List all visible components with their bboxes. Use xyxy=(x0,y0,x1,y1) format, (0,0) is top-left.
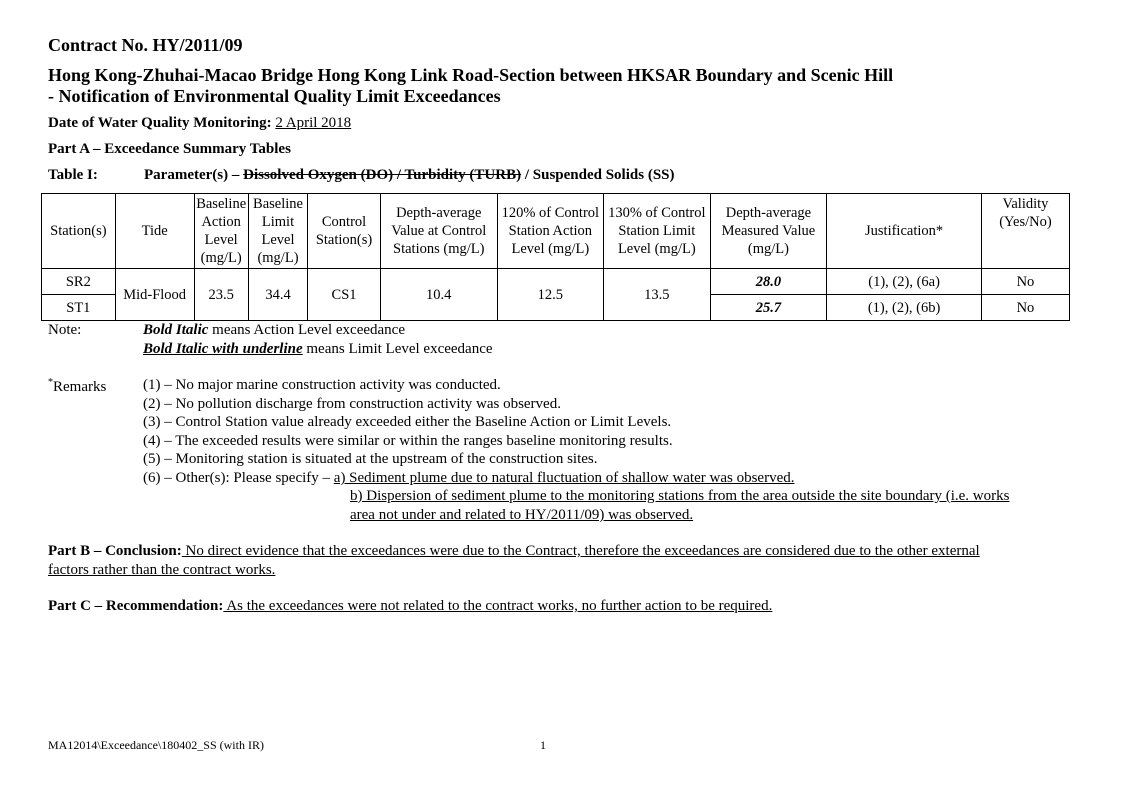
header-measured: Depth-average Measured Value (mg/L) xyxy=(710,194,827,269)
note-em-1: Bold Italic xyxy=(143,322,209,338)
remark-6-prefix: (6) – Other(s): Please specify – xyxy=(143,470,331,486)
note-label: Note: xyxy=(48,322,82,338)
validity-cell: No xyxy=(981,295,1069,321)
station-cell: SR2 xyxy=(42,269,116,295)
table-header-row xyxy=(42,194,1070,269)
note-line-2 xyxy=(143,341,493,358)
part-c-label: Part C – Recommendation: xyxy=(48,598,224,614)
monitoring-date xyxy=(48,115,351,132)
tide-cell: Mid-Flood xyxy=(115,269,194,321)
control-station-cell: CS1 xyxy=(308,269,381,321)
remark-item: (5) – Monitoring station is situated at the upstream of the construction sites. xyxy=(143,451,598,467)
header-tide: Tide xyxy=(115,194,194,269)
header-justification: Justification* xyxy=(827,194,982,269)
part-b-label: Part B – Conclusion: xyxy=(48,543,182,559)
note-line-1 xyxy=(143,322,405,339)
action-120-cell: 12.5 xyxy=(497,269,603,321)
page-number: 1 xyxy=(540,738,546,752)
validity-cell: No xyxy=(981,269,1069,295)
param-suffix: / Suspended Solids (SS) xyxy=(524,167,675,183)
param-prefix: Parameter(s) – xyxy=(144,167,240,183)
control-value-cell: 10.4 xyxy=(380,269,497,321)
station-cell: ST1 xyxy=(42,295,116,321)
title-line-2: - Notification of Environmental Quality Limit Exceedances xyxy=(48,86,501,106)
header-validity: Validity (Yes/No) xyxy=(981,194,1069,269)
header-120-action: 120% of Control Station Action Level (mg/L) xyxy=(497,194,603,269)
header-baseline-limit: Baseline Limit Level (mg/L) xyxy=(248,194,307,269)
contract-number: Contract No. HY/2011/09 xyxy=(48,35,243,55)
note-em-2: Bold Italic with underline xyxy=(143,341,303,357)
remark-6b-line-2: area not under and related to HY/2011/09) was observed. xyxy=(350,507,694,523)
remark-6b-line-1: b) Dispersion of sediment plume to the monitoring stations from the area outside the site boundary (i.e. works xyxy=(350,488,1010,504)
header-baseline-action: Baseline Action Level (mg/L) xyxy=(194,194,248,269)
justification-cell: (1), (2), (6a) xyxy=(827,269,982,295)
remark-item: (4) – The exceeded results were similar or within the ranges baseline monitoring results. xyxy=(143,433,673,449)
part-b-line-1 xyxy=(48,543,980,560)
parameters-line xyxy=(144,167,675,184)
date-value: 2 April 2018 xyxy=(275,115,352,131)
table-row xyxy=(42,269,1070,295)
remark-6a: a) Sediment plume due to natural fluctuation of shallow water was observed. xyxy=(333,470,795,486)
header-station: Station(s) xyxy=(42,194,116,269)
title-line-1: Hong Kong-Zhuhai-Macao Bridge Hong Kong Link Road-Section between HKSAR Boundary and Scenic Hill xyxy=(48,65,894,85)
part-b-line-2: factors rather than the contract works. xyxy=(48,562,276,578)
measured-cell: 28.0 xyxy=(710,269,827,295)
baseline-action-cell: 23.5 xyxy=(194,269,248,321)
header-130-limit: 130% of Control Station Limit Level (mg/L) xyxy=(604,194,710,269)
baseline-limit-cell: 34.4 xyxy=(248,269,307,321)
remarks-word: Remarks xyxy=(53,379,107,395)
note-text-1: means Action Level exceedance xyxy=(212,322,405,338)
remarks-star: * xyxy=(48,377,53,388)
table-label: Table I: xyxy=(48,167,98,183)
remark-item-6 xyxy=(143,470,794,487)
note-text-2: means Limit Level exceedance xyxy=(306,341,493,357)
param-struck: Dissolved Oxygen (DO) / Turbidity (TURB) xyxy=(243,167,522,183)
part-a-heading: Part A – Exceedance Summary Tables xyxy=(48,141,291,157)
remark-item: (3) – Control Station value already exceeded either the Baseline Action or Limit Levels. xyxy=(143,414,672,430)
footer-path: MA12014\Exceedance\180402_SS (with IR) xyxy=(48,738,264,752)
header-control-station: Control Station(s) xyxy=(308,194,381,269)
limit-130-cell: 13.5 xyxy=(604,269,710,321)
justification-cell: (1), (2), (6b) xyxy=(827,295,982,321)
part-b-text: No direct evidence that the exceedances were due to the Contract, therefore the exceedances are considered due to the other external xyxy=(181,543,980,559)
remarks-label xyxy=(48,377,106,396)
exceedance-table xyxy=(41,193,1070,321)
remark-item: (1) – No major marine construction activity was conducted. xyxy=(143,377,501,393)
header-control-value: Depth-average Value at Control Stations (mg/L) xyxy=(380,194,497,269)
date-label: Date of Water Quality Monitoring: xyxy=(48,115,272,131)
part-c-line xyxy=(48,598,772,615)
part-c-text: As the exceedances were not related to the contract works, no further action to be required. xyxy=(223,598,773,614)
measured-cell: 25.7 xyxy=(710,295,827,321)
remark-item: (2) – No pollution discharge from construction activity was observed. xyxy=(143,396,561,412)
